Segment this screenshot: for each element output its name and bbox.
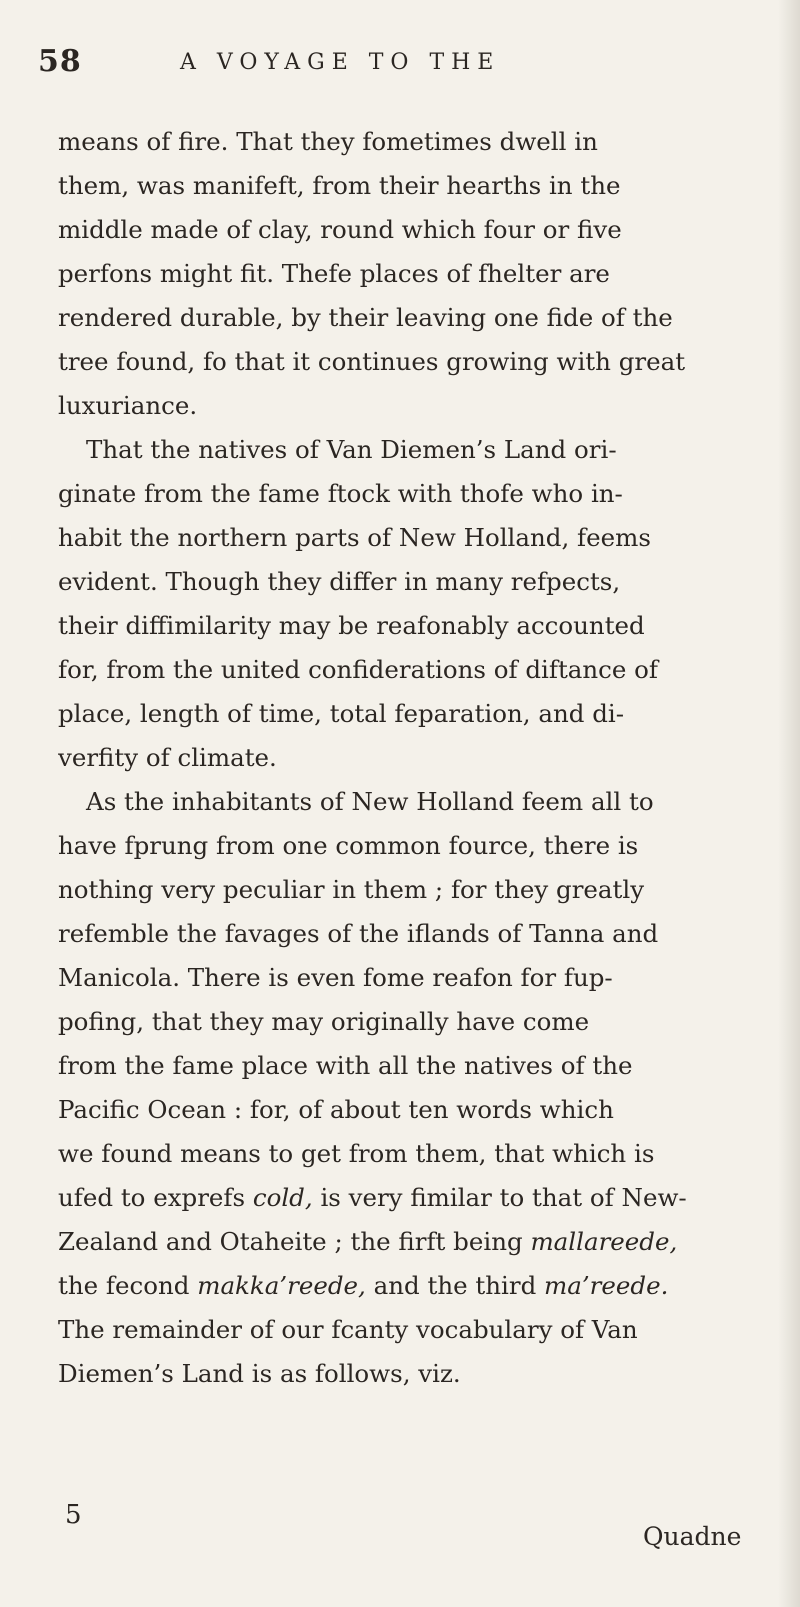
text-line: have fprung from one common fource, there is bbox=[58, 831, 639, 860]
text-line: perfons might fit. Thefe places of fhelter are bbox=[58, 259, 610, 288]
text-line: pofing, that they may originally have come bbox=[58, 1007, 590, 1036]
catchword: Quadne bbox=[643, 1522, 742, 1551]
text-line: middle made of clay, round which four or five bbox=[58, 215, 622, 244]
text-line: place, length of time, total feparation, and di- bbox=[58, 699, 625, 728]
text-line: The remainder of our fcanty vocabulary of Van bbox=[58, 1315, 638, 1344]
text-line: their diffimilarity may be reafonably accounted bbox=[58, 611, 645, 640]
text-line: nothing very peculiar in them ; for they greatly bbox=[58, 875, 645, 904]
text-line: habit the northern parts of New Holland, feems bbox=[58, 523, 651, 552]
text-line: luxuriance. bbox=[58, 391, 198, 420]
text-fragment: the fecond bbox=[58, 1271, 190, 1300]
text-line-with-italic bbox=[58, 1176, 774, 1220]
text-line: Manicola. There is even fome reafon for fup- bbox=[58, 963, 613, 992]
text-line: Diemen’s Land is as follows, viz. bbox=[58, 1359, 461, 1388]
text-line: evident. Though they differ in many refpects, bbox=[58, 567, 621, 596]
text-line: for, from the united confiderations of diftance of bbox=[58, 655, 658, 684]
italic-word-makka-reede: makka’reede, bbox=[197, 1271, 366, 1300]
page-number: 58 bbox=[38, 44, 82, 79]
text-line-with-italic bbox=[58, 1264, 774, 1308]
text-fragment: Zealand and Otaheite ; the firft being bbox=[58, 1227, 523, 1256]
text-line: Pacific Ocean : for, of about ten words which bbox=[58, 1095, 614, 1124]
text-line: tree found, fo that it continues growing with great bbox=[58, 347, 686, 376]
page-edge-shadow bbox=[778, 0, 800, 1607]
italic-word-mallareede: mallareede, bbox=[530, 1227, 678, 1256]
text-line: means of fire. That they fometimes dwell in bbox=[58, 127, 598, 156]
text-fragment: is very fimilar to that of New- bbox=[320, 1183, 687, 1212]
text-line: rendered durable, by their leaving one fide of the bbox=[58, 303, 673, 332]
text-line: them, was manifeft, from their hearths in the bbox=[58, 171, 621, 200]
text-line: ginate from the fame ftock with thofe who in- bbox=[58, 479, 623, 508]
page-footer bbox=[0, 1500, 800, 1580]
text-line-with-italic bbox=[58, 1220, 774, 1264]
signature-mark: 5 bbox=[65, 1500, 82, 1530]
body-text bbox=[58, 120, 774, 1396]
italic-word-ma-reede: ma’reede. bbox=[544, 1271, 669, 1300]
text-fragment: and the third bbox=[373, 1271, 537, 1300]
paragraph-start-line: That the natives of Van Diemen’s Land ori- bbox=[86, 435, 617, 464]
text-line: verfity of climate. bbox=[58, 743, 277, 772]
text-fragment: ufed to exprefs bbox=[58, 1183, 246, 1212]
running-head: A VOYAGE TO THE bbox=[180, 50, 501, 75]
text-line: we found means to get from them, that which is bbox=[58, 1139, 655, 1168]
text-line: from the fame place with all the natives of the bbox=[58, 1051, 633, 1080]
paragraph-start-line: As the inhabitants of New Holland feem all to bbox=[86, 787, 654, 816]
text-line: refemble the favages of the iflands of Tanna and bbox=[58, 919, 659, 948]
italic-word-cold: cold, bbox=[252, 1183, 313, 1212]
page-header bbox=[38, 44, 758, 94]
